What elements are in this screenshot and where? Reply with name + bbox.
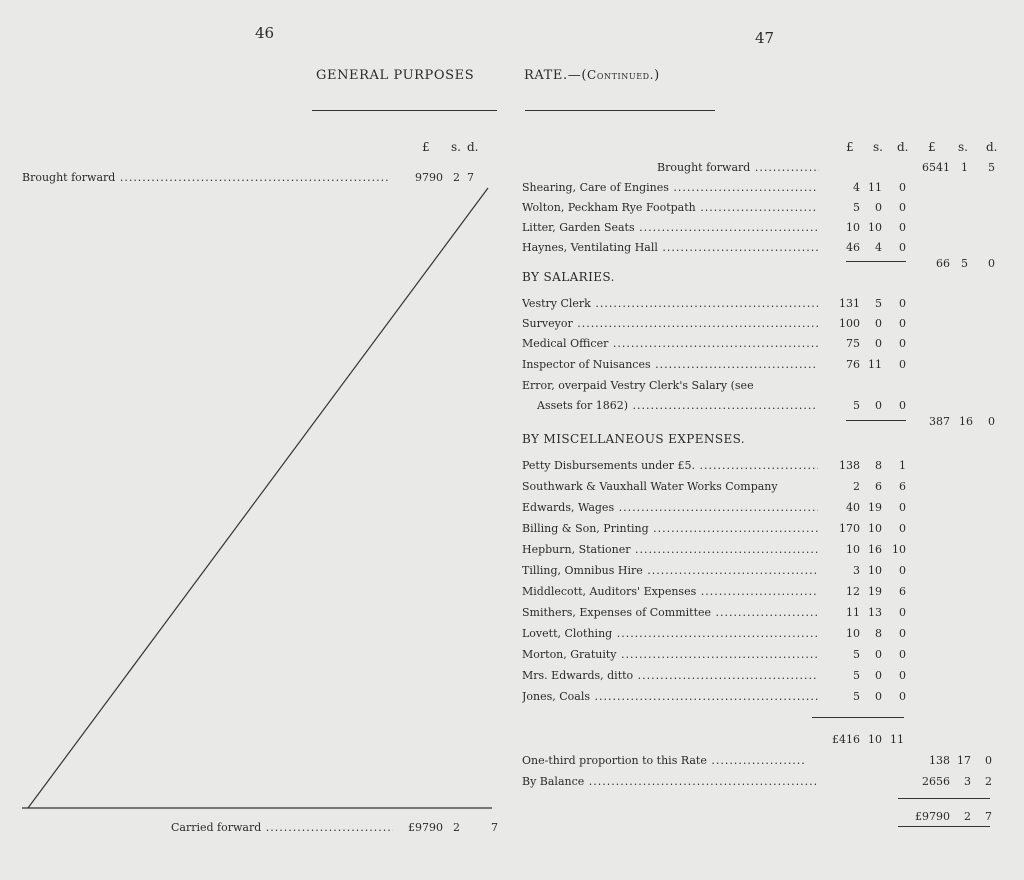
salaries-total-pence: 0 [988, 415, 995, 428]
list-item-label: Edwards, Wages ..... [522, 501, 818, 514]
list-item-pounds: 5 [853, 201, 860, 214]
list-item-label: Vestry Clerk ..... [522, 297, 818, 310]
list-item-pounds: 2 [853, 480, 860, 493]
list-item-shillings: 8 [875, 459, 882, 472]
one-third-label: One-third proportion to this Rate ..... [522, 754, 804, 767]
list-item-label: Lovett, Clothing ..... [522, 627, 818, 640]
list-item-shillings: 11 [868, 181, 882, 194]
left-header-shillings: s. [451, 140, 461, 154]
list-item-pence: 0 [899, 297, 906, 310]
grand-total-pounds: £9790 [915, 810, 950, 823]
list-item-label: Middlecott, Auditors' Expenses ..... [522, 585, 818, 598]
list-item-pence: 0 [899, 627, 906, 640]
list-item-shillings: 0 [875, 669, 882, 682]
list-item-pounds: 5 [853, 669, 860, 682]
list-item-pence: 6 [899, 480, 906, 493]
list-item-shillings: 0 [875, 690, 882, 703]
one-third-pence: 0 [985, 754, 992, 767]
list-item-shillings: 4 [875, 241, 882, 254]
misc-total-shillings: 10 [868, 733, 882, 746]
list-item-label: Surveyor ..... [522, 317, 818, 330]
list-item-pence: 10 [892, 543, 906, 556]
misc-total-pounds: £416 [832, 733, 860, 746]
list-item-pounds: 100 [839, 317, 860, 330]
list-item-pounds: 10 [846, 221, 860, 234]
list-item-label: Mrs. Edwards, ditto ..... [522, 669, 818, 682]
list-item-shillings: 10 [868, 221, 882, 234]
list-item-pence: 0 [899, 669, 906, 682]
one-third-shillings: 17 [957, 754, 971, 767]
cancel-diagonal-line [0, 0, 510, 880]
list-item-pence: 0 [899, 522, 906, 535]
left-brought-forward-label: Brought forward ..... [22, 171, 390, 184]
list-item-pence: 0 [899, 337, 906, 350]
list-item-pence: 0 [899, 221, 906, 234]
list-item-shillings: 10 [868, 564, 882, 577]
right-header1-shillings: s. [873, 140, 883, 154]
title-right: RATE.—(Continued.) [524, 68, 660, 83]
list-item-shillings: 0 [875, 648, 882, 661]
grand-total-pence: 7 [985, 810, 992, 823]
right-header2-shillings: s. [958, 140, 968, 154]
left-header-pence: d. [467, 140, 479, 154]
list-item-label: Litter, Garden Seats ..... [522, 221, 818, 234]
list-item-pounds: 40 [846, 501, 860, 514]
balance-pence: 2 [985, 775, 992, 788]
error-pence: 0 [899, 399, 906, 412]
list-item-label: Inspector of Nuisances ..... [522, 358, 818, 371]
group1-total-pounds: 66 [936, 257, 950, 270]
list-item-label: Southwark & Vauxhall Water Works Company [522, 480, 778, 493]
list-item-pounds: 131 [839, 297, 860, 310]
list-item-label: Smithers, Expenses of Committee ..... [522, 606, 818, 619]
list-item-pounds: 76 [846, 358, 860, 371]
right-brought-forward-label: Brought forward ..... [657, 161, 819, 174]
list-item-pence: 0 [899, 648, 906, 661]
list-item-label: Hepburn, Stationer ..... [522, 543, 818, 556]
misc-subtotal-rule [812, 717, 904, 718]
error-pounds: 5 [853, 399, 860, 412]
misc-total-pence: 11 [890, 733, 904, 746]
page-number-left: 46 [255, 24, 275, 42]
list-item-shillings: 16 [868, 543, 882, 556]
list-item-shillings: 0 [875, 337, 882, 350]
list-item-pounds: 11 [846, 606, 860, 619]
list-item-pence: 0 [899, 181, 906, 194]
left-carried-forward-label: Carried forward ..... [171, 821, 393, 834]
list-item-pounds: 10 [846, 543, 860, 556]
left-brought-pence: 7 [467, 171, 474, 184]
error-line-1: Error, overpaid Vestry Clerk's Salary (see [522, 379, 754, 392]
list-item-pounds: 75 [846, 337, 860, 350]
list-item-label: Petty Disbursements under £5. ..... [522, 459, 818, 472]
left-carried-pence: 7 [491, 821, 498, 834]
list-item-pence: 0 [899, 564, 906, 577]
error-shillings: 0 [875, 399, 882, 412]
list-item-shillings: 10 [868, 522, 882, 535]
right-header1-pence: d. [897, 140, 909, 154]
salaries-subtotal-rule [846, 420, 906, 421]
error-line-2: Assets for 1862) ..... [537, 399, 818, 412]
list-item-pounds: 12 [846, 585, 860, 598]
list-item-shillings: 19 [868, 501, 882, 514]
list-item-pounds: 138 [839, 459, 860, 472]
list-item-label: Shearing, Care of Engines ..... [522, 181, 818, 194]
list-item-pence: 0 [899, 690, 906, 703]
list-item-pounds: 5 [853, 690, 860, 703]
group1-subtotal-rule [846, 261, 906, 262]
balance-label: By Balance ..... [522, 775, 818, 788]
group1-total-pence: 0 [988, 257, 995, 270]
list-item-label: Billing & Son, Printing ..... [522, 522, 818, 535]
list-item-label: Haynes, Ventilating Hall ..... [522, 241, 818, 254]
list-item-label: Jones, Coals ..... [522, 690, 818, 703]
balance-pounds: 2656 [922, 775, 950, 788]
list-item-pounds: 5 [853, 648, 860, 661]
balance-shillings: 3 [964, 775, 971, 788]
list-item-shillings: 6 [875, 480, 882, 493]
list-item-shillings: 19 [868, 585, 882, 598]
list-item-pounds: 10 [846, 627, 860, 640]
list-item-pence: 0 [899, 317, 906, 330]
list-item-shillings: 11 [868, 358, 882, 371]
salaries-total-shillings: 16 [959, 415, 973, 428]
left-brought-shillings: 2 [453, 171, 460, 184]
list-item-label: Tilling, Omnibus Hire ..... [522, 564, 818, 577]
left-carried-shillings: 2 [453, 821, 460, 834]
list-item-shillings: 0 [875, 317, 882, 330]
left-header-pounds: £ [422, 140, 430, 154]
title-rule-right [525, 110, 715, 111]
list-item-pounds: 46 [846, 241, 860, 254]
page-number-right: 47 [755, 29, 775, 47]
list-item-pounds: 3 [853, 564, 860, 577]
list-item-pence: 0 [899, 241, 906, 254]
right-header2-pence: d. [986, 140, 998, 154]
right-brought-pence: 5 [988, 161, 995, 174]
list-item-pence: 0 [899, 606, 906, 619]
list-item-shillings: 8 [875, 627, 882, 640]
list-item-pence: 0 [899, 501, 906, 514]
grand-total-rule-top [898, 798, 990, 799]
list-item-pence: 0 [899, 358, 906, 371]
salaries-total-pounds: 387 [929, 415, 950, 428]
list-item-label: Medical Officer ..... [522, 337, 818, 350]
salaries-heading: BY SALARIES. [522, 270, 615, 284]
right-header2-pounds: £ [928, 140, 936, 154]
group1-total-shillings: 5 [961, 257, 968, 270]
list-item-pence: 6 [899, 585, 906, 598]
list-item-shillings: 5 [875, 297, 882, 310]
list-item-pounds: 170 [839, 522, 860, 535]
grand-total-shillings: 2 [964, 810, 971, 823]
grand-total-rule-bottom [898, 826, 990, 827]
title-left: GENERAL PURPOSES [316, 68, 475, 83]
left-brought-pounds: 9790 [415, 171, 443, 184]
list-item-label: Wolton, Peckham Rye Footpath ..... [522, 201, 818, 214]
misc-heading: BY MISCELLANEOUS EXPENSES. [522, 432, 746, 446]
list-item-shillings: 0 [875, 201, 882, 214]
list-item-shillings: 13 [868, 606, 882, 619]
one-third-pounds: 138 [929, 754, 950, 767]
right-brought-shillings: 1 [961, 161, 968, 174]
list-item-pence: 0 [899, 201, 906, 214]
list-item-pounds: 4 [853, 181, 860, 194]
list-item-pence: 1 [899, 459, 906, 472]
right-brought-pounds: 6541 [922, 161, 950, 174]
left-carried-pounds: £9790 [408, 821, 443, 834]
list-item-label: Morton, Gratuity ..... [522, 648, 818, 661]
right-header1-pounds: £ [846, 140, 854, 154]
